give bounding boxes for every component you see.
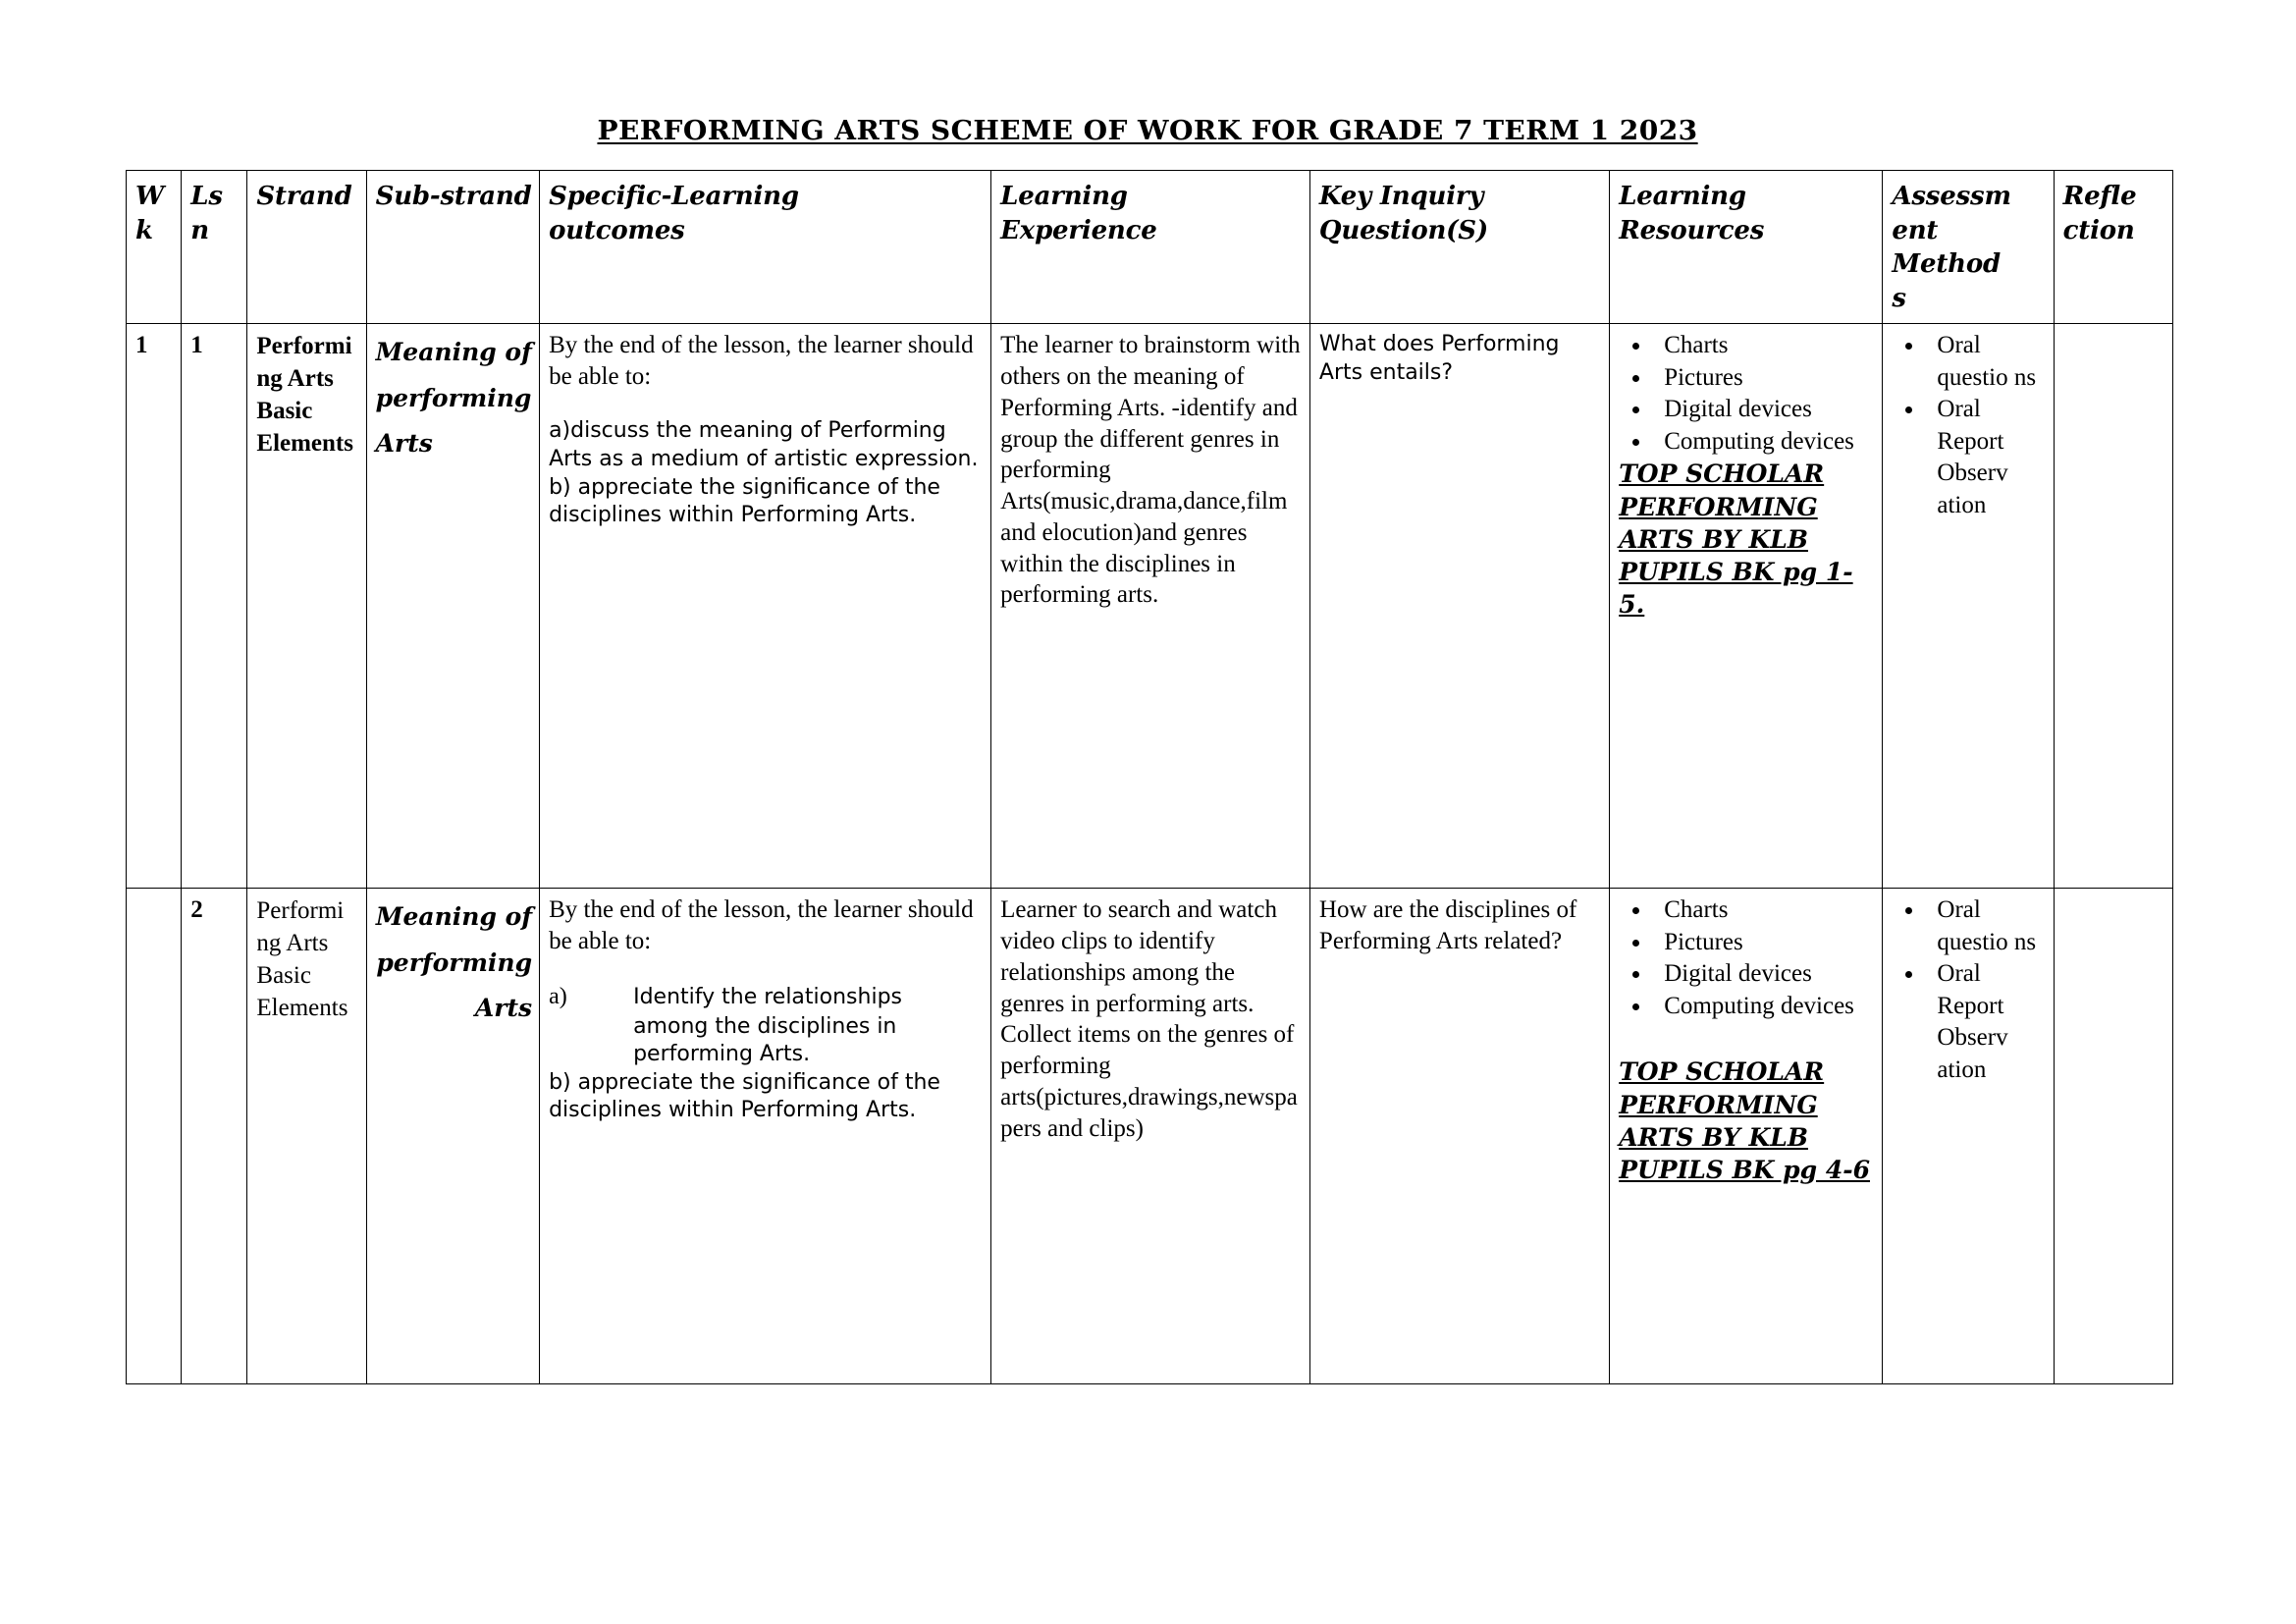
cell-sub-strand bbox=[366, 324, 539, 889]
key-inquiry-question-text: What does Performing Arts entails? bbox=[1318, 332, 1560, 386]
learning-experience-text: The learner to brainstorm with others on the meaning of Performing Arts. -identify and group the different genres in performing Arts(music,drama,dance,film and elocution)and genres within the disciplines in performing arts. bbox=[1000, 332, 1301, 609]
cell-learning-experience bbox=[991, 889, 1310, 1384]
cell-week bbox=[127, 889, 182, 1384]
cell-strand: Performi ng Arts Basic Elements bbox=[247, 324, 366, 889]
list-item: Pictures bbox=[1664, 362, 1875, 395]
cell-reflection[interactable] bbox=[2054, 889, 2172, 1384]
spacer bbox=[549, 392, 984, 417]
column-header-reflection: Refle ction bbox=[2054, 171, 2172, 324]
outcome-item-b: b) appreciate the significance of the disciplines within Performing Arts. bbox=[549, 474, 940, 528]
sub-strand-line: Meaning of bbox=[375, 338, 532, 367]
column-header-sub-strand: Sub-strand bbox=[366, 171, 539, 324]
outcomes-lead-text: By the end of the lesson, the learner should be able to: bbox=[549, 896, 974, 954]
list-item: Charts bbox=[1664, 894, 1875, 927]
list-item: Computing devices bbox=[1664, 991, 1875, 1023]
sub-strand-line: performing bbox=[376, 947, 533, 977]
table-row bbox=[127, 324, 2173, 889]
list-item: Pictures bbox=[1664, 927, 1875, 959]
outcomes-ordered-list bbox=[549, 982, 984, 1068]
column-header-learning-experience: Learning Experience bbox=[991, 171, 1310, 324]
cell-learning-resources bbox=[1610, 324, 1883, 889]
cell-assessment-methods bbox=[1883, 889, 2054, 1384]
cell-key-inquiry-question bbox=[1309, 324, 1609, 889]
list-item: Oral questio ns bbox=[1937, 894, 2046, 958]
cell-assessment-methods bbox=[1883, 324, 2054, 889]
column-header-assessment-methods: Assessm ent Method s bbox=[1883, 171, 2054, 324]
cell-lesson: 1 bbox=[182, 324, 247, 889]
resources-list bbox=[1619, 894, 1875, 1022]
list-item: Computing devices bbox=[1664, 426, 1875, 459]
scheme-of-work-table bbox=[126, 170, 2173, 1384]
page-title: PERFORMING ARTS SCHEME OF WORK FOR GRADE 7 TERM 1 2023 bbox=[597, 116, 1699, 146]
resource-book-reference: TOP SCHOLAR PERFORMING ARTS BY KLB PUPILS BK pg 1-5. bbox=[1619, 460, 1853, 620]
list-item: Charts bbox=[1664, 330, 1875, 362]
document-title-container bbox=[0, 116, 2296, 146]
table-row bbox=[127, 889, 2173, 1384]
cell-learning-experience bbox=[991, 324, 1310, 889]
sub-strand-line: Arts bbox=[375, 428, 433, 458]
resource-book-reference: TOP SCHOLAR PERFORMING ARTS BY KLB PUPILS BK pg 4-6 bbox=[1619, 1057, 1871, 1185]
cell-week: 1 bbox=[127, 324, 182, 889]
column-header-key-inquiry-question: Key Inquiry Question(S) bbox=[1309, 171, 1609, 324]
cell-specific-learning-outcomes bbox=[540, 889, 991, 1384]
column-header-lesson: Lsn bbox=[182, 171, 247, 324]
list-item: Digital devices bbox=[1664, 958, 1875, 991]
learning-experience-text: Learner to search and watch video clips to identify relationships among the genres in performing arts. Collect items on the genres of performing arts(pictures,drawings,newspapers and clips) bbox=[1000, 896, 1298, 1142]
outcome-item-a bbox=[549, 982, 984, 1068]
key-inquiry-question-text: How are the disciplines of Performing Arts related? bbox=[1318, 896, 1577, 955]
sub-strand-line: Arts bbox=[474, 993, 533, 1022]
list-marker-a: a) bbox=[549, 984, 567, 1010]
outcomes-lead-text: By the end of the lesson, the learner should be able to: bbox=[549, 332, 974, 390]
column-header-learning-resources: Learning Resources bbox=[1610, 171, 1883, 324]
cell-key-inquiry-question bbox=[1309, 889, 1609, 1384]
column-header-strand: Strand bbox=[247, 171, 366, 324]
column-header-week: W k bbox=[127, 171, 182, 324]
assessment-list bbox=[1892, 330, 2046, 521]
resources-list bbox=[1619, 330, 1875, 458]
outcome-item-a: a)discuss the meaning of Performing Arts as a medium of artistic expression. bbox=[549, 418, 979, 471]
cell-sub-strand bbox=[366, 889, 539, 1384]
list-item: Digital devices bbox=[1664, 394, 1875, 426]
list-item: Oral questio ns bbox=[1937, 330, 2046, 394]
cell-specific-learning-outcomes bbox=[540, 324, 991, 889]
assessment-list bbox=[1892, 894, 2046, 1086]
column-header-specific-learning-outcomes: Specific-Learning outcomes bbox=[540, 171, 991, 324]
list-item: Oral Report Observ ation bbox=[1937, 958, 2046, 1086]
table-header-row bbox=[127, 171, 2173, 324]
outcome-item-a-text: Identify the relationships among the disciplines in performing Arts. bbox=[633, 985, 902, 1067]
sub-strand-line: performing bbox=[375, 383, 532, 412]
spacer bbox=[549, 956, 984, 982]
cell-strand: Performi ng Arts Basic Elements bbox=[247, 889, 366, 1384]
sub-strand-line: Meaning of bbox=[375, 902, 533, 932]
cell-reflection[interactable] bbox=[2054, 324, 2172, 889]
cell-lesson: 2 bbox=[182, 889, 247, 1384]
list-item: Oral Report Observ ation bbox=[1937, 394, 2046, 521]
outcome-item-b: b) appreciate the significance of the disciplines within Performing Arts. bbox=[549, 1069, 940, 1123]
cell-learning-resources bbox=[1610, 889, 1883, 1384]
